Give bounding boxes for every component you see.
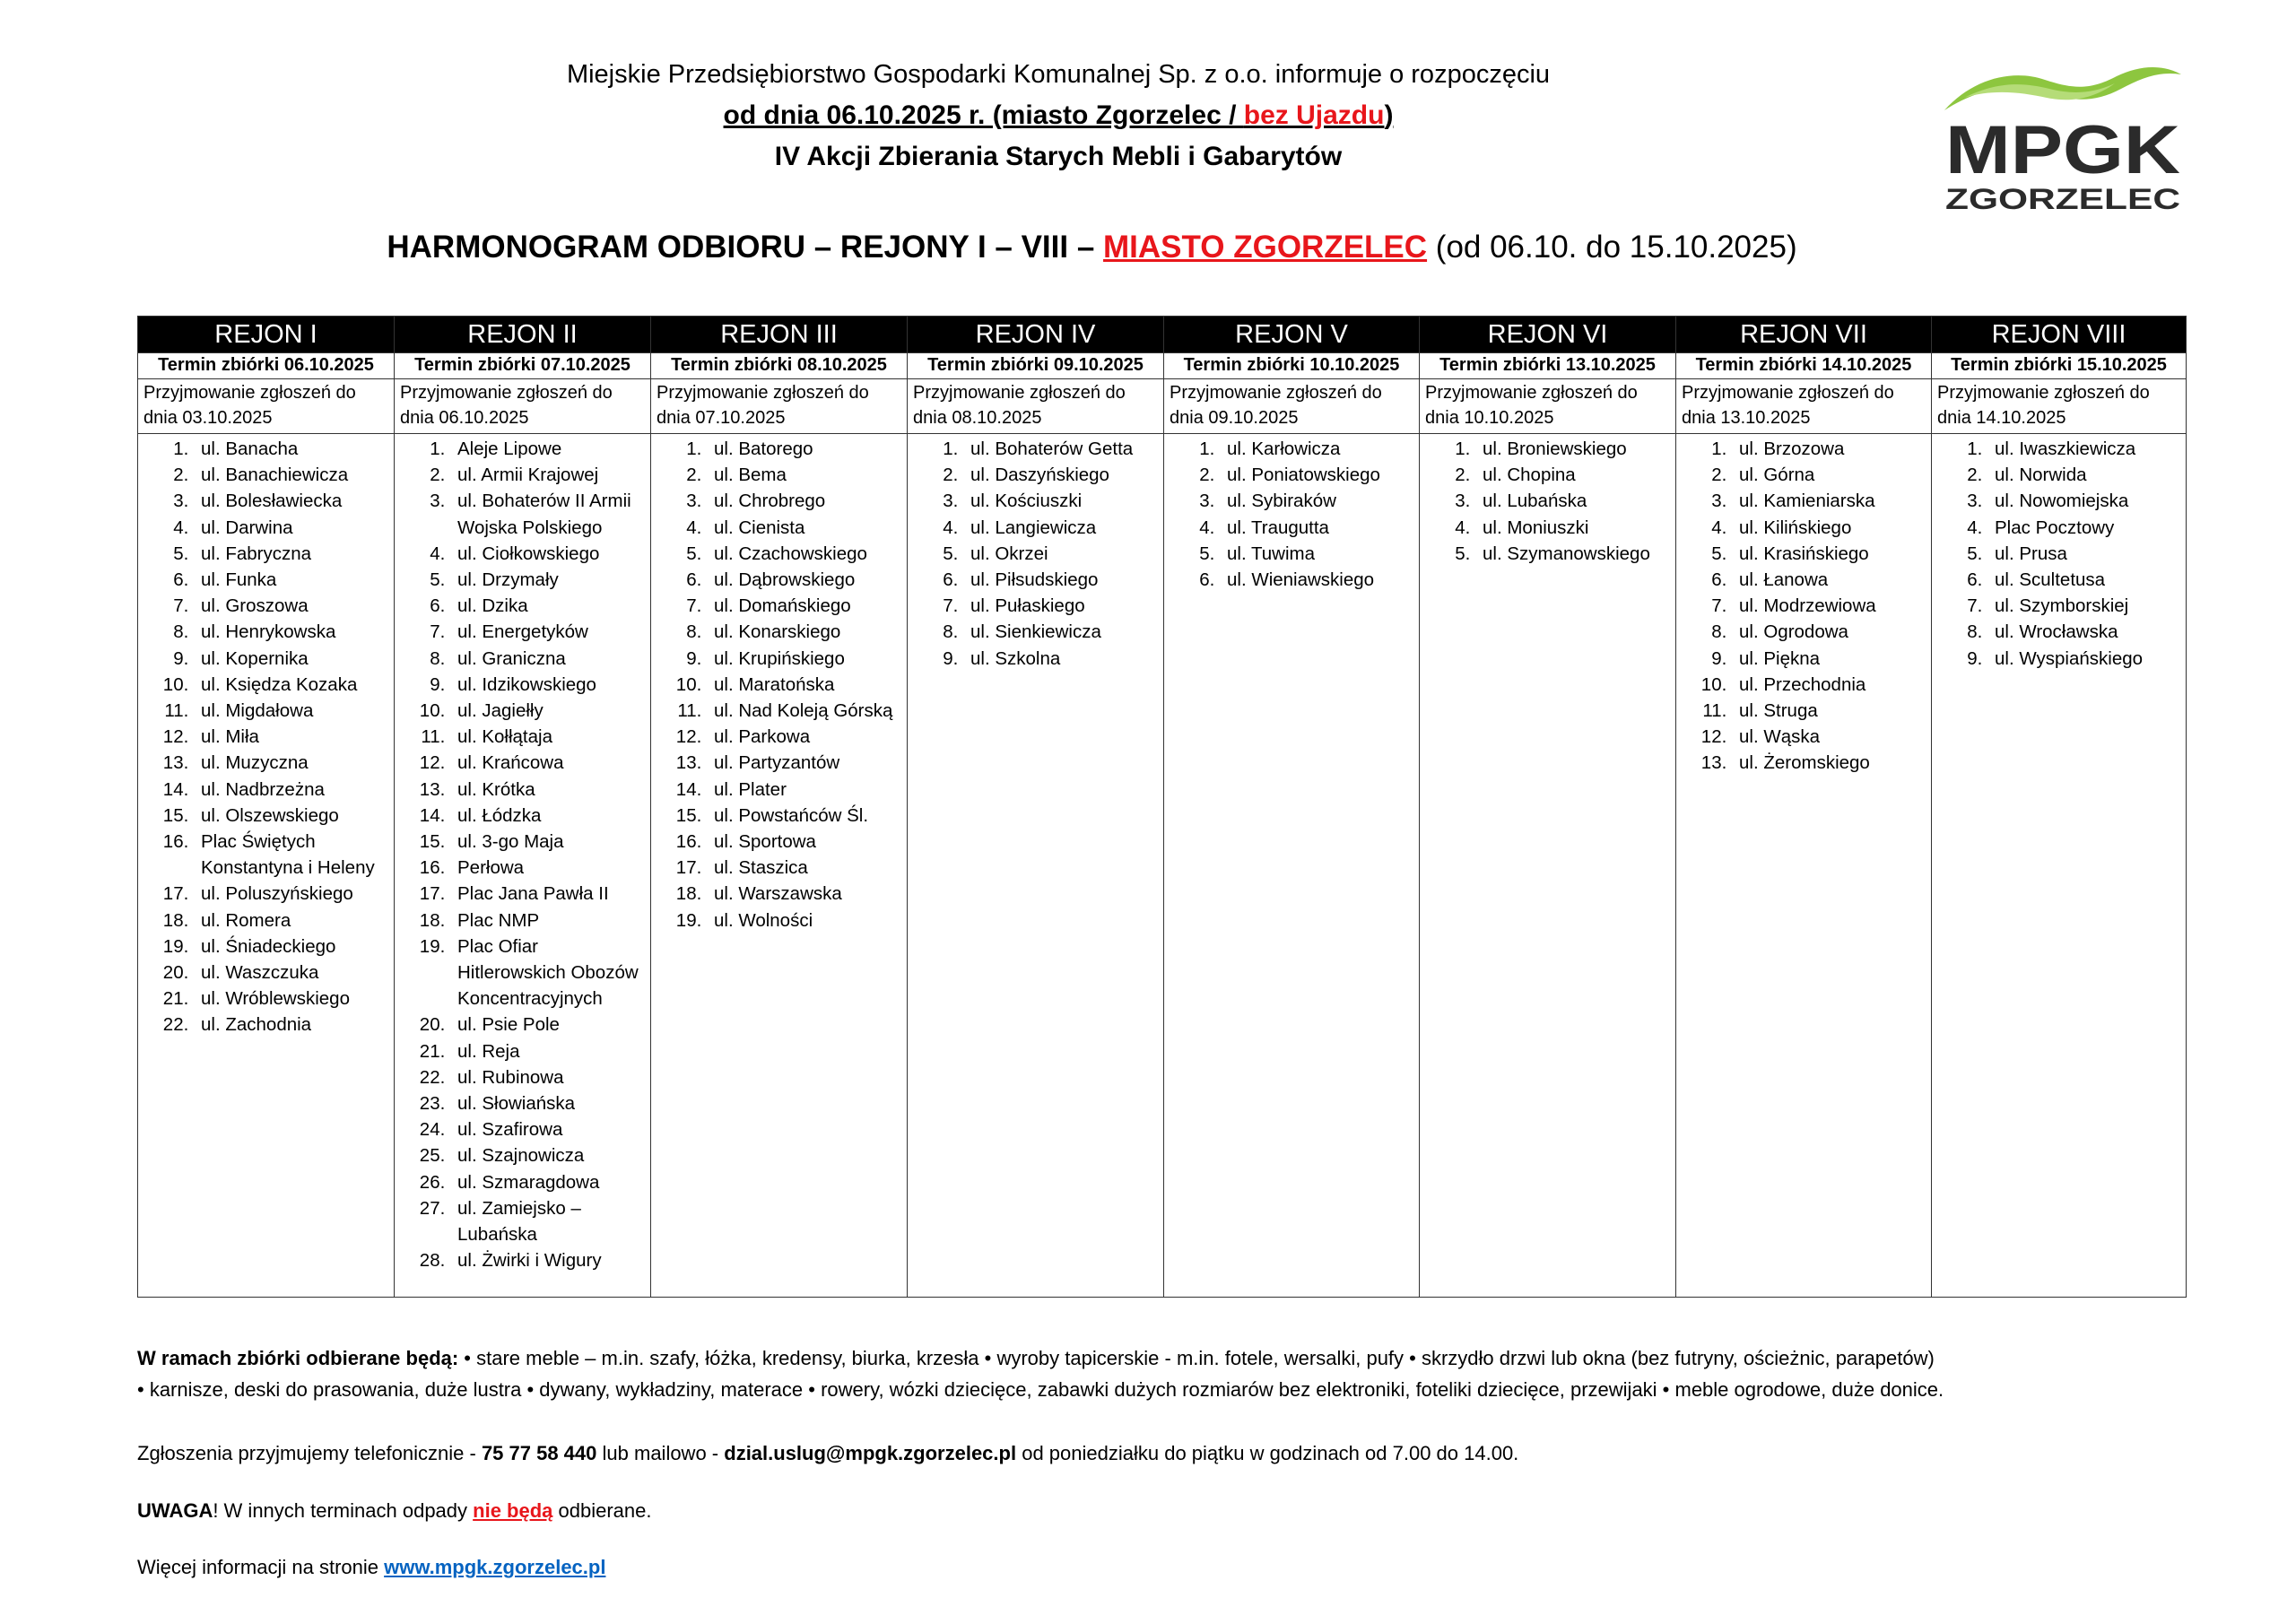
street-item: 10. ul. Przechodnia: [1732, 672, 1931, 698]
street-item: 7. ul. Groszowa: [194, 593, 394, 619]
registration-deadline: Przyjmowanie zgłoszeń do dnia 03.10.2025: [138, 379, 395, 434]
collection-date: Termin zbiórki 10.10.2025: [1164, 353, 1420, 379]
street-item: 24. ul. Szafirowa: [450, 1116, 650, 1142]
street-item: 11. ul. Kołłątaja: [450, 724, 650, 750]
street-item: 2. ul. Poniatowskiego: [1220, 462, 1419, 488]
street-item: 12. ul. Parkowa: [707, 724, 907, 750]
website-link[interactable]: www.mpgk.zgorzelec.pl: [384, 1556, 606, 1578]
street-item: 1. ul. Karłowicza: [1220, 436, 1419, 462]
contact-info: [137, 1437, 2200, 1469]
street-item: 9. ul. Piękna: [1732, 646, 1931, 672]
title-dates: (od 06.10. do 15.10.2025): [1427, 230, 1797, 265]
street-item: 9. ul. Szkolna: [963, 646, 1163, 672]
title-city: MIASTO ZGORZELEC: [1103, 230, 1428, 265]
warning-text-end: odbierane.: [552, 1499, 652, 1522]
more-info-text: Więcej informacji na stronie: [137, 1556, 385, 1578]
header-line-2: [139, 95, 1978, 136]
street-item: 11. ul. Struga: [1732, 698, 1931, 724]
schedule-title: [139, 224, 2045, 271]
street-item: 16. Plac Świętych Konstantyna i Heleny: [194, 829, 394, 881]
region-name: REJON V: [1164, 317, 1420, 353]
street-item: 6. ul. Dzika: [450, 593, 650, 619]
street-item: 7. ul. Modrzewiowa: [1732, 593, 1931, 619]
street-item: 10. ul. Maratońska: [707, 672, 907, 698]
street-item: 20. ul. Waszczuka: [194, 960, 394, 986]
region-name: REJON III: [651, 317, 908, 353]
street-item: 9. ul. Krupińskiego: [707, 646, 907, 672]
street-item: 5. ul. Czachowskiego: [707, 541, 907, 567]
street-item: 1. ul. Banacha: [194, 436, 394, 462]
street-item: 22. ul. Zachodnia: [194, 1012, 394, 1038]
registration-deadline: Przyjmowanie zgłoszeń do dnia 08.10.2025: [908, 379, 1164, 434]
contact-mid: lub mailowo -: [596, 1442, 725, 1464]
street-item: 16. Perłowa: [450, 855, 650, 881]
street-item: 4. ul. Traugutta: [1220, 515, 1419, 541]
street-item: 4. Plac Pocztowy: [1987, 515, 2186, 541]
street-item: 3. ul. Sybiraków: [1220, 488, 1419, 514]
registration-deadline: Przyjmowanie zgłoszeń do dnia 07.10.2025: [651, 379, 908, 434]
street-item: 10. ul. Księdza Kozaka: [194, 672, 394, 698]
street-list-cell: [395, 434, 651, 1298]
street-item: 1. ul. Broniewskiego: [1475, 436, 1675, 462]
registration-deadline: Przyjmowanie zgłoszeń do dnia 10.10.2025: [1420, 379, 1676, 434]
street-item: 4. ul. Kilińskiego: [1732, 515, 1931, 541]
schedule-table: [137, 316, 2187, 1298]
registration-deadline: Przyjmowanie zgłoszeń do dnia 09.10.2025: [1164, 379, 1420, 434]
street-item: 1. Aleje Lipowe: [450, 436, 650, 462]
street-item: 5. ul. Krasińskiego: [1732, 541, 1931, 567]
street-item: 21. ul. Wróblewskiego: [194, 986, 394, 1012]
header-line-1: Miejskie Przedsiębiorstwo Gospodarki Komunalnej Sp. z o.o. informuje o rozpoczęciu: [566, 60, 1551, 89]
street-item: 7. ul. Domańskiego: [707, 593, 907, 619]
warning-text: ! W innych terminach odpady: [213, 1499, 474, 1522]
registration-deadline-row: [138, 379, 2187, 434]
collected-items-info: [137, 1342, 2200, 1405]
street-item: 8. ul. Konarskiego: [707, 619, 907, 645]
street-item: 6. ul. Piłsudskiego: [963, 567, 1163, 593]
street-item: 22. ul. Rubinowa: [450, 1064, 650, 1090]
contact-intro: Zgłoszenia przyjmujemy telefonicznie -: [137, 1442, 482, 1464]
street-item: 2. ul. Norwida: [1987, 462, 2186, 488]
street-item: 9. ul. Wyspiańskiego: [1987, 646, 2186, 672]
street-item: 7. ul. Szymborskiej: [1987, 593, 2186, 619]
contact-email[interactable]: dzial.uslug@mpgk.zgorzelec.pl: [724, 1442, 1017, 1464]
street-item: 4. ul. Ciołkowskiego: [450, 541, 650, 567]
street-item: 5. ul. Szymanowskiego: [1475, 541, 1675, 567]
street-item: 14. ul. Plater: [707, 777, 907, 803]
street-item: 21. ul. Reja: [450, 1038, 650, 1064]
contact-hours: od poniedziałku do piątku w godzinach od 7.00 do 14.00.: [1016, 1442, 1519, 1464]
street-item: 3. ul. Kamieniarska: [1732, 488, 1931, 514]
street-item: 5. ul. Prusa: [1987, 541, 2186, 567]
logo-subtext: ZGORZELEC: [1945, 183, 2180, 215]
header-line-3: IV Akcji Zbierania Starych Mebli i Gabarytów: [774, 142, 1343, 171]
street-list-cell: [138, 434, 395, 1298]
street-item: 13. ul. Krótka: [450, 777, 650, 803]
street-list: [908, 436, 1163, 672]
street-item: 7. ul. Energetyków: [450, 619, 650, 645]
collection-date: Termin zbiórki 07.10.2025: [395, 353, 651, 379]
street-item: 7. ul. Pułaskiego: [963, 593, 1163, 619]
street-item: 5. ul. Okrzei: [963, 541, 1163, 567]
street-item: 8. ul. Wrocławska: [1987, 619, 2186, 645]
collection-date: Termin zbiórki 06.10.2025: [138, 353, 395, 379]
street-item: 2. ul. Bema: [707, 462, 907, 488]
street-item: 14. ul. Łódzka: [450, 803, 650, 829]
region-header-row: [138, 317, 2187, 353]
warning-note: [137, 1495, 2200, 1526]
street-list-cell: [908, 434, 1164, 1298]
street-item: 12. ul. Wąska: [1732, 724, 1931, 750]
street-item: 25. ul. Szajnowicza: [450, 1142, 650, 1168]
street-item: 23. ul. Słowiańska: [450, 1090, 650, 1116]
street-list: [395, 436, 650, 1274]
collection-date-row: [138, 353, 2187, 379]
street-item: 17. ul. Poluszyńskiego: [194, 881, 394, 907]
street-item: 28. ul. Żwirki i Wigury: [450, 1247, 650, 1273]
collection-date: Termin zbiórki 13.10.2025: [1420, 353, 1676, 379]
logo-text: MPGK: [1945, 112, 2181, 188]
street-item: 4. ul. Langiewicza: [963, 515, 1163, 541]
street-list-row: [138, 434, 2187, 1298]
street-list: [1932, 436, 2186, 672]
street-item: 1. ul. Brzozowa: [1732, 436, 1931, 462]
street-item: 6. ul. Wieniawskiego: [1220, 567, 1419, 593]
street-item: 3. ul. Bohaterów II Armii Wojska Polskiego: [450, 488, 650, 540]
region-name: REJON I: [138, 317, 395, 353]
street-item: 5. ul. Tuwima: [1220, 541, 1419, 567]
street-item: 8. ul. Henrykowska: [194, 619, 394, 645]
street-item: 27. ul. Zamiejsko – Lubańska: [450, 1195, 650, 1247]
street-item: 19. ul. Śniadeckiego: [194, 934, 394, 960]
street-item: 4. ul. Moniuszki: [1475, 515, 1675, 541]
collection-date: Termin zbiórki 14.10.2025: [1676, 353, 1932, 379]
collected-items-lead: W ramach zbiórki odbierane będą:: [137, 1347, 459, 1369]
street-item: 3. ul. Bolesławiecka: [194, 488, 394, 514]
street-list: [1676, 436, 1931, 777]
street-list: [1164, 436, 1419, 593]
street-item: 9. ul. Kopernika: [194, 646, 394, 672]
street-item: 2. ul. Armii Krajowej: [450, 462, 650, 488]
announcement-header: [139, 54, 1978, 178]
street-item: 17. Plac Jana Pawła II: [450, 881, 650, 907]
mpgk-logo: [1937, 58, 2188, 220]
street-item: 13. ul. Muzyczna: [194, 750, 394, 776]
street-item: 15. ul. 3-go Maja: [450, 829, 650, 855]
region-name: REJON VII: [1676, 317, 1932, 353]
street-item: 6. ul. Łanowa: [1732, 567, 1931, 593]
street-item: 10. ul. Jagiełły: [450, 698, 650, 724]
street-item: 19. Plac Ofiar Hitlerowskich Obozów Koncentracyjnych: [450, 934, 650, 1012]
street-item: 11. ul. Migdałowa: [194, 698, 394, 724]
region-name: REJON VIII: [1932, 317, 2187, 353]
street-item: 2. ul. Banachiewicza: [194, 462, 394, 488]
street-item: 1. ul. Iwaszkiewicza: [1987, 436, 2186, 462]
collected-items-text-1: • stare meble – m.in. szafy, łóżka, kredensy, biurka, krzesła • wyroby tapicerskie - m.in. fotele, wersalki, pufy • skrzydło drzwi lub okna (bez futryny, ościeżnic, parapetów): [458, 1347, 1935, 1369]
street-item: 1. ul. Batorego: [707, 436, 907, 462]
registration-deadline: Przyjmowanie zgłoszeń do dnia 06.10.2025: [395, 379, 651, 434]
street-item: 26. ul. Szmaragdowa: [450, 1169, 650, 1195]
collection-date: Termin zbiórki 08.10.2025: [651, 353, 908, 379]
street-item: 12. ul. Miła: [194, 724, 394, 750]
street-item: 17. ul. Staszica: [707, 855, 907, 881]
street-item: 3. ul. Kościuszki: [963, 488, 1163, 514]
street-item: 3. ul. Chrobrego: [707, 488, 907, 514]
region-name: REJON II: [395, 317, 651, 353]
warning-label: UWAGA: [137, 1499, 213, 1522]
street-item: 9. ul. Idzikowskiego: [450, 672, 650, 698]
title-main: HARMONOGRAM ODBIORU – REJONY I – VIII –: [387, 230, 1104, 265]
street-item: 6. ul. Dąbrowskiego: [707, 567, 907, 593]
street-item: 18. ul. Romera: [194, 908, 394, 934]
collection-date: Termin zbiórki 09.10.2025: [908, 353, 1164, 379]
street-item: 18. Plac NMP: [450, 908, 650, 934]
street-item: 20. ul. Psie Pole: [450, 1012, 650, 1038]
street-item: 8. ul. Sienkiewicza: [963, 619, 1163, 645]
street-item: 5. ul. Drzymały: [450, 567, 650, 593]
region-name: REJON VI: [1420, 317, 1676, 353]
street-item: 13. ul. Partyzantów: [707, 750, 907, 776]
street-list-cell: [1676, 434, 1932, 1298]
street-item: 15. ul. Powstańców Śl.: [707, 803, 907, 829]
street-item: 19. ul. Wolności: [707, 908, 907, 934]
street-list-cell: [1164, 434, 1420, 1298]
street-item: 11. ul. Nad Koleją Górską: [707, 698, 907, 724]
street-item: 6. ul. Funka: [194, 567, 394, 593]
street-list: [651, 436, 907, 934]
header-date-text: od dnia 06.10.2025 r. (miasto Zgorzelec /: [723, 100, 1244, 130]
street-item: 16. ul. Sportowa: [707, 829, 907, 855]
registration-deadline: Przyjmowanie zgłoszeń do dnia 13.10.2025: [1676, 379, 1932, 434]
street-item: 2. ul. Daszyńskiego: [963, 462, 1163, 488]
street-list-cell: [651, 434, 908, 1298]
street-list: [1420, 436, 1675, 567]
collected-items-line-2: • karnisze, deski do prasowania, duże lustra • dywany, wykładziny, materace • rowery, wózki dziecięce, zabawki dużych rozmiarów bez elektroniki, foteliki dziecięce, przewijaki • meble ogrodowe, duże donice.: [137, 1378, 1944, 1401]
collected-items-line-1: [137, 1342, 2200, 1374]
more-info: [137, 1551, 2200, 1583]
street-item: 4. ul. Darwina: [194, 515, 394, 541]
contact-phone[interactable]: 75 77 58 440: [481, 1442, 597, 1464]
street-item: 2. ul. Górna: [1732, 462, 1931, 488]
street-item: 3. ul. Nowomiejska: [1987, 488, 2186, 514]
registration-deadline: Przyjmowanie zgłoszeń do dnia 14.10.2025: [1932, 379, 2187, 434]
street-item: 13. ul. Żeromskiego: [1732, 750, 1931, 776]
street-item: 8. ul. Graniczna: [450, 646, 650, 672]
street-item: 5. ul. Fabryczna: [194, 541, 394, 567]
street-list-cell: [1932, 434, 2187, 1298]
street-item: 15. ul. Olszewskiego: [194, 803, 394, 829]
header-exclusion-text: bez Ujazdu: [1243, 100, 1385, 130]
street-item: 8. ul. Ogrodowa: [1732, 619, 1931, 645]
street-item: 4. ul. Cienista: [707, 515, 907, 541]
street-list: [138, 436, 394, 1038]
street-item: 1. ul. Bohaterów Getta: [963, 436, 1163, 462]
logo-swoosh-icon: [1944, 67, 2181, 110]
collection-date: Termin zbiórki 15.10.2025: [1932, 353, 2187, 379]
street-item: 18. ul. Warszawska: [707, 881, 907, 907]
region-name: REJON IV: [908, 317, 1164, 353]
street-item: 6. ul. Scultetusa: [1987, 567, 2186, 593]
street-item: 12. ul. Krańcowa: [450, 750, 650, 776]
street-item: 3. ul. Lubańska: [1475, 488, 1675, 514]
header-close-paren: ): [1384, 100, 1394, 130]
warning-emphasis: nie będą: [473, 1499, 553, 1522]
street-list-cell: [1420, 434, 1676, 1298]
street-item: 14. ul. Nadbrzeżna: [194, 777, 394, 803]
street-item: 2. ul. Chopina: [1475, 462, 1675, 488]
